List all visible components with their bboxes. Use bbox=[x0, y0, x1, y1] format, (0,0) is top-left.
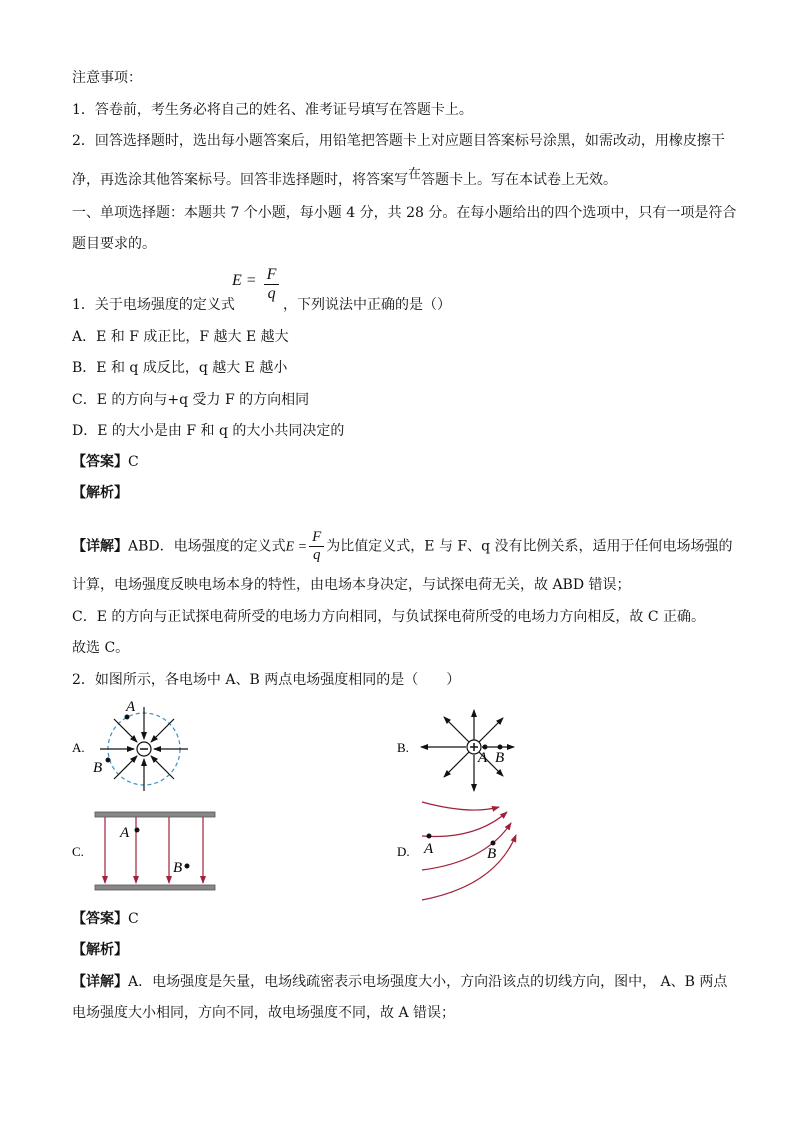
notice-item-2-line1: 2．回答选择题时，选出每小题答案后，用铅笔把答题卡上对应题目答案标号涂黑，如需改动，用橡皮擦干 bbox=[72, 133, 725, 149]
figure-a-negative-charge bbox=[72, 699, 188, 791]
figure-d-label: D. bbox=[397, 844, 410, 859]
q1-stem-a: 1．关于电场强度的定义式 bbox=[72, 297, 235, 313]
figure-c-label: C. bbox=[72, 844, 84, 859]
q2-detail-line2: 电场强度大小相同，方向不同，故电场强度不同，故 A 错误； bbox=[72, 1005, 456, 1021]
q2-stem: 2．如图所示，各电场中 A、B 两点电场强度相同的是（ ） bbox=[72, 672, 461, 688]
q2-figures bbox=[0, 690, 794, 930]
q1-detail-line1: 【详解】ABD．电场强度的定义式E = $\frac{F}{q}$ 为比值定义式，E 与 F、q 没有比例关系，适用于任何电场场强的 bbox=[72, 529, 733, 563]
q1-answer: 【答案】C bbox=[72, 454, 139, 470]
q1-option-c: C．E 的方向与+q 受力 F 的方向相同 bbox=[72, 392, 310, 408]
q1-option-b: B．E 和 q 成反比，q 越大 E 越小 bbox=[72, 360, 288, 376]
q1-detail-line2: 计算，电场强度反映电场本身的特性，由电场本身决定，与试探电荷无关，故 ABD 错误； bbox=[72, 577, 631, 593]
notice-item-2-line2: 净，再选涂其他答案标号。回答非选择题时，将答案写在答题卡上。写在本试卷上无效。 bbox=[72, 167, 618, 188]
q1-analysis-label: 【解析】 bbox=[72, 485, 128, 501]
point-a-label: A bbox=[120, 825, 130, 841]
notice-title: 注意事项： bbox=[72, 70, 142, 86]
section-heading-line2: 题目要求的。 bbox=[72, 236, 156, 252]
point-a-label: A bbox=[478, 750, 488, 766]
point-a-label: A bbox=[424, 841, 434, 857]
point-a-label: A bbox=[126, 699, 136, 715]
figure-c-parallel-plates bbox=[72, 812, 215, 890]
figure-d-curved-field bbox=[397, 802, 516, 900]
q2-detail-line1: 【详解】A．电场强度是矢量，电场线疏密表示电场强度大小，方向沿该点的切线方向，图中， A、B 两点 bbox=[72, 974, 728, 990]
section-heading-line1: 一、单项选择题：本题共 7 个小题，每小题 4 分，共 28 分。在每小题给出的四个选项中，只有一项是符合 bbox=[72, 205, 737, 221]
q1-formula: E = $\frac{F}{q}$ bbox=[232, 266, 281, 303]
q1-detail-line3: C．E 的方向与正试探电荷所受的电场力方向相同，与负试探电荷所受的电场力方向相反，故 C 正确。 bbox=[72, 609, 705, 625]
figure-b-label: B. bbox=[397, 740, 409, 755]
point-b-label: B bbox=[93, 760, 103, 776]
q2-analysis-label: 【解析】 bbox=[72, 942, 128, 958]
point-b-label: B bbox=[495, 750, 505, 766]
figure-a-label: A. bbox=[72, 740, 85, 755]
q1-option-d: D．E 的大小是由 F 和 q 的大小共同决定的 bbox=[72, 423, 345, 439]
top-plate bbox=[95, 812, 215, 817]
point-b-label: B bbox=[487, 846, 497, 862]
figure-b-positive-charge bbox=[397, 710, 514, 791]
q1-stem-b: ，下列说法中正确的是（） bbox=[283, 297, 451, 313]
bottom-plate bbox=[95, 885, 215, 890]
notice-item-1: 1．答卷前，考生务必将自己的姓名、准考证号填写在答题卡上。 bbox=[72, 102, 473, 118]
point-b-label: B bbox=[173, 860, 183, 876]
q2-answer: 【答案】C bbox=[72, 911, 139, 927]
q1-detail-line4: 故选 C。 bbox=[72, 640, 130, 656]
q1-option-a: A．E 和 F 成正比，F 越大 E 越大 bbox=[72, 329, 289, 345]
